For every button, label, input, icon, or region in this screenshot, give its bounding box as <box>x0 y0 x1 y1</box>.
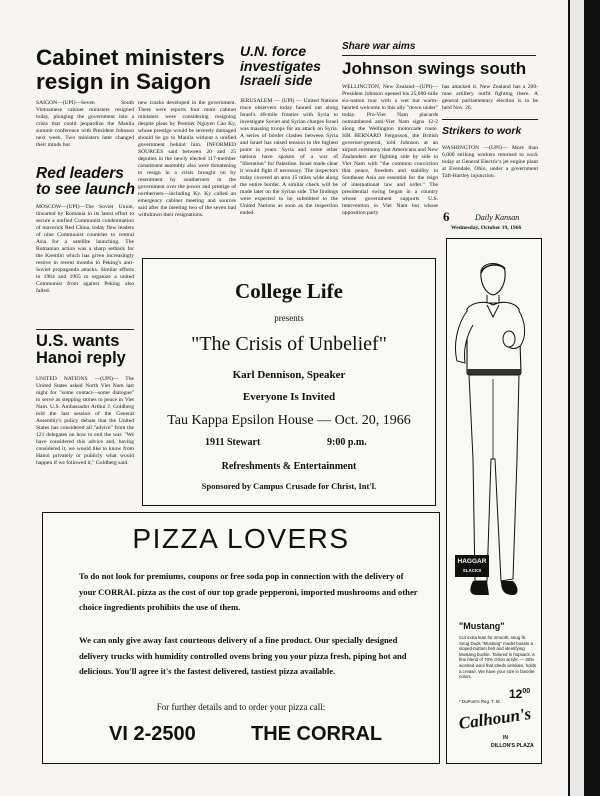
story-saigon: SAIGON—(UPI)—Seven South Vietnamese cabinet ministers resigned today, plunging the government into a crisis that could jeopardize the Manila summit conference with President Johnson next week. Two ministers later changed their minds but <box>36 100 134 148</box>
model-name: "Mustang" <box>459 621 505 631</box>
ad-time: 9:00 p.m. <box>327 437 367 448</box>
ad-venue: Tau Kappa Epsilon House — Oct. 20, 1966 <box>167 413 411 428</box>
pizza-lovers-ad <box>42 512 440 764</box>
price <box>509 687 530 701</box>
haggar-ad <box>446 238 542 764</box>
story-strikers: WASHINGTON —(UPI)— More than 6,000 striking workers returned to work today at General Electric's jet engine plant at Evendale, Ohio, under a government Taft-Hartley injunction. <box>442 145 538 179</box>
divider <box>442 119 538 120</box>
adjacent-page-edge <box>568 0 600 796</box>
dateline: Wednesday, October 19, 1966 <box>451 225 522 231</box>
headline-johnson: Johnson swings south <box>342 59 527 78</box>
headline-un-force: U.N. force investigates Israeli side <box>240 43 321 89</box>
pizza-phone: VI 2-2500 <box>109 723 196 745</box>
headline-saigon: Cabinet ministers resign in Saigon <box>36 45 225 94</box>
ad-address: 1911 Stewart <box>205 437 261 448</box>
price-cents: 00 <box>522 688 531 695</box>
footnote: * DuPont's Reg. T. M. <box>459 699 501 704</box>
price-dollars: 12 <box>509 687 523 701</box>
ad-title: College Life <box>235 279 343 303</box>
story-hanoi: UNITED NATIONS —(UPI)— The United States asked North Viet Nam last night for "some contact—some dialogue" to serve as stepping stones to peace in Viet Nam. U.S. Ambassador Arthur J. Goldberg told the last session of the General Assembly's policy debate that the United States has considered all "advice" from the 121 delegates on how to end the war. "We have considered this advice and, having considered it, we would like to know from Hanoi privately or publicly what would happen if we followed it," Goldberg said. <box>36 376 134 466</box>
headline-strikers: Strikers to work <box>442 125 522 137</box>
store-in: IN <box>503 735 508 741</box>
store-location: DILLON'S PLAZA <box>491 743 534 749</box>
story-johnson: WELLINGTON, New Zealand—(UPI)—President Johnson opened his 25,000-mile six-nation tour with a wet but warm-hearted welcome to this ally "down under" today. Pro-Viet Nam placards outnumbered anti-Viet Nam signs 12-2 along the Wellington motorcade route. SIR BERNARD Fergusson, the British governor-general, told Johnson at an airport ceremony that Americans and New Zealanders are fighting side by side in Viet Nam with "the common conviction that peace, freedom and stability in Southeast Asia are essential for the reign of international law and order." The presidential swing began in a country whose government supports U.S. intervention in Viet Nam but whose opposition party <box>342 84 438 216</box>
headline-hanoi: U.S. wants Hanoi reply <box>36 332 126 368</box>
pizza-para2: We can only give away fast courteous delivery of a fine product. Our specially designed delivery trucks with humidity controlled ovens bring you your pizza fresh, piping hot and delicious. You'll agree it's the fastest delivered, tastiest pizza available. <box>79 635 407 676</box>
divider <box>36 329 134 330</box>
haggar-logo-sub: SLACKS <box>462 568 482 573</box>
ad-speaker: Karl Dennison, Speaker <box>232 369 346 381</box>
pizza-footer: For further details and to order your pizza call: <box>156 702 326 712</box>
ad-sponsor: Sponsored by Campus Crusade for Christ, Int'l. <box>201 481 377 491</box>
story-johnson-cont: has attacked it. New Zealand has a 200-man artillery outfit fighting there. A general parliamentary election is to be held Nov. 26. <box>442 84 538 111</box>
haggar-logo <box>455 555 489 577</box>
story-saigon-cont: new cracks developed in the government. There were reports four more cabinet ministers were considering resigning despite pleas by Premier Nguyen Cao Ky, whose prestige would be severely damaged should he go to Manila without a unified government behind him. INFORMED SOURCES said between 20 and 25 deputies in the newly elected 117-member constituent assembly also were threatening to resign in a crisis brought on by resentment by southerners in the government over the power and prestige of northerners—including Ky. Ky called an emergency cabinet meeting and sources said after the meeting two of the seven had withdrawn their resignations. <box>138 100 236 218</box>
story-un-force: JERUSALEM — (UPI) — United Nations truce observers today fanned out along Israel's 48-mile frontier with Syria to investigate Soviet and Syrian charges Israel was massing troops for an attack on Syria. A series of border clashes between Syria and Israel has raised tension to the highest point in years. Syria and some other nations have spoken of a war of "liberation" for Palestine. Israel made clear it would fight if necessary. The inspectors today covered an area 15 miles wide along the entire border. A similar check will be made later on the Syrian side. The findings were expected to be submitted to the United Nations as soon as the inspection ended. <box>240 98 338 216</box>
ad-presents: presents <box>274 313 304 323</box>
pizza-name: THE CORRAL <box>251 723 383 745</box>
model-desc: Cut extra lean for smooth, snug fit. Snug Duds "Mustang" model boasts a sloped-bottom belt and identifying Mustang buckle. Tailored in hopsack, a fine blend of 70% Orlon acrylic — 30% worsted wool that sheds wrinkles, holds a crease. We have your size in favorite colors. <box>459 635 537 680</box>
pizza-title: PIZZA LOVERS <box>132 523 350 554</box>
haggar-logo-text: HAGGAR <box>457 558 487 565</box>
kicker-war-aims: Share war aims <box>342 41 416 52</box>
ad-event: "The Crisis of Unbelief" <box>191 333 387 355</box>
ad-refreshments: Refreshments & Entertainment <box>221 461 357 472</box>
story-red-leaders: MOSCOW—(UPI)—The Soviet Union, thwarted by Romania in its latest effort to secure a unified Communist condemnation of maverick Red China, today flew leaders of nine Communist countries to central Asia for a satellite launching. The Romanian action was a sharp setback for the Kremlin which has given increasingly restive in recent months to Peking's anti-Soviet propaganda attacks. Similar efforts in 1964 and 1965 to organize a united Communist front against Peking also failed. <box>36 204 134 294</box>
divider <box>342 55 536 56</box>
ad-invite: Everyone Is Invited <box>242 391 336 403</box>
college-life-ad <box>142 258 436 506</box>
headline-red-leaders: Red leaders to see launch <box>36 165 136 199</box>
page-number: 6 <box>443 209 450 224</box>
paper-name: Daily Kansan <box>475 213 520 222</box>
man-illustration <box>447 259 541 635</box>
pizza-para1: To do not look for premiums, coupons or free soda pop in connection with the delivery of your CORRAL pizza as the cost of our top grade pepperoni, imported mushrooms and other choice ingredients prohibits the use of them. <box>79 571 418 612</box>
store-logo: Calhoun's <box>457 704 533 733</box>
